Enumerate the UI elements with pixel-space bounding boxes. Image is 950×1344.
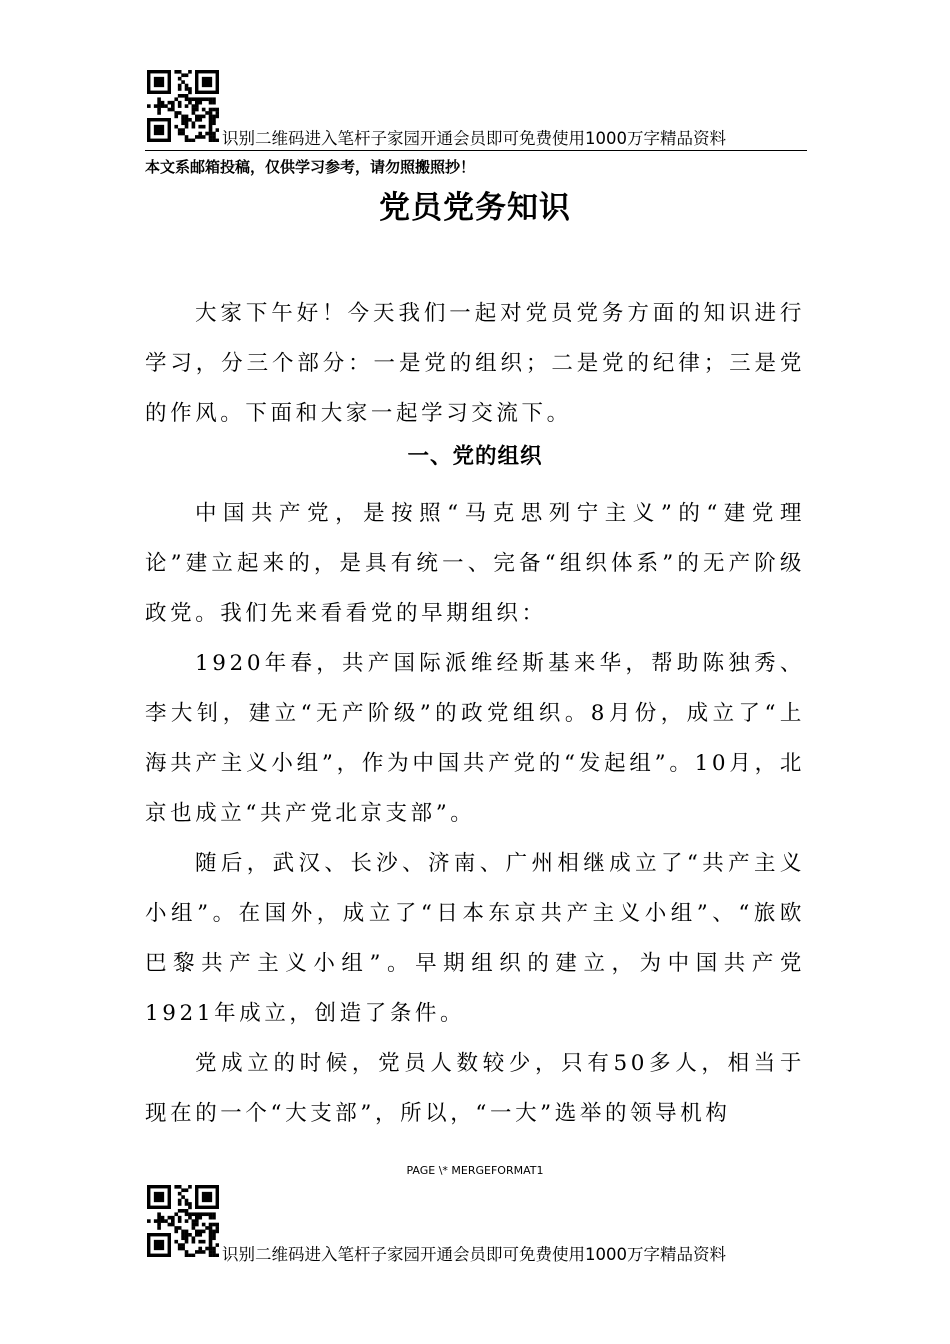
section-heading: 一、党的组织 [407,444,543,469]
header-qr-label: 识别二维码进入笔杆子家园开通会员即可免费使用1000万字精品资料 [222,129,726,148]
qr-code-icon[interactable] [147,1185,219,1257]
document-title: 党员党务知识 [379,190,571,226]
footer-qr-label: 识别二维码进入笔杆子家园开通会员即可免费使用1000万字精品资料 [222,1245,726,1264]
qr-code-icon[interactable] [147,70,219,142]
intro-paragraph: 大家下午好！今天我们一起对党员党务方面的知识进行学习，分三个部分：一是党的组织；二是党的纪律；三是党的作风。下面和大家一起学习交流下。 [145,301,805,426]
submission-notice: 本文系邮箱投稿，仅供学习参考，请勿照搬照抄！ [145,158,476,176]
body-paragraph: 随后，武汉、长沙、济南、广州相继成立了“共产主义小组”。在国外，成立了“日本东京共产主义小组”、“旅欧巴黎共产主义小组”。早期组织的建立，为中国共产党1921年成立，创造了条件。 [145,851,805,1026]
body-paragraph: 党成立的时候，党员人数较少，只有50多人，相当于现在的一个“大支部”，所以，“一大”选举的领导机构 [145,1051,805,1126]
body-paragraph: 中国共产党，是按照“马克思列宁主义”的“建党理论”建立起来的，是具有统一、完备“组织体系”的无产阶级政党。我们先来看看党的早期组织： [145,501,805,626]
header-divider [145,150,807,151]
page-number-field: PAGE \* MERGEFORMAT1 [406,1164,544,1177]
body-paragraph: 1920年春，共产国际派维经斯基来华，帮助陈独秀、李大钊，建立“无产阶级”的政党组织。8月份，成立了“上海共产主义小组”，作为中国共产党的“发起组”。10月，北京也成立“共产党北京支部”。 [145,651,805,826]
document-body [145,289,805,1139]
